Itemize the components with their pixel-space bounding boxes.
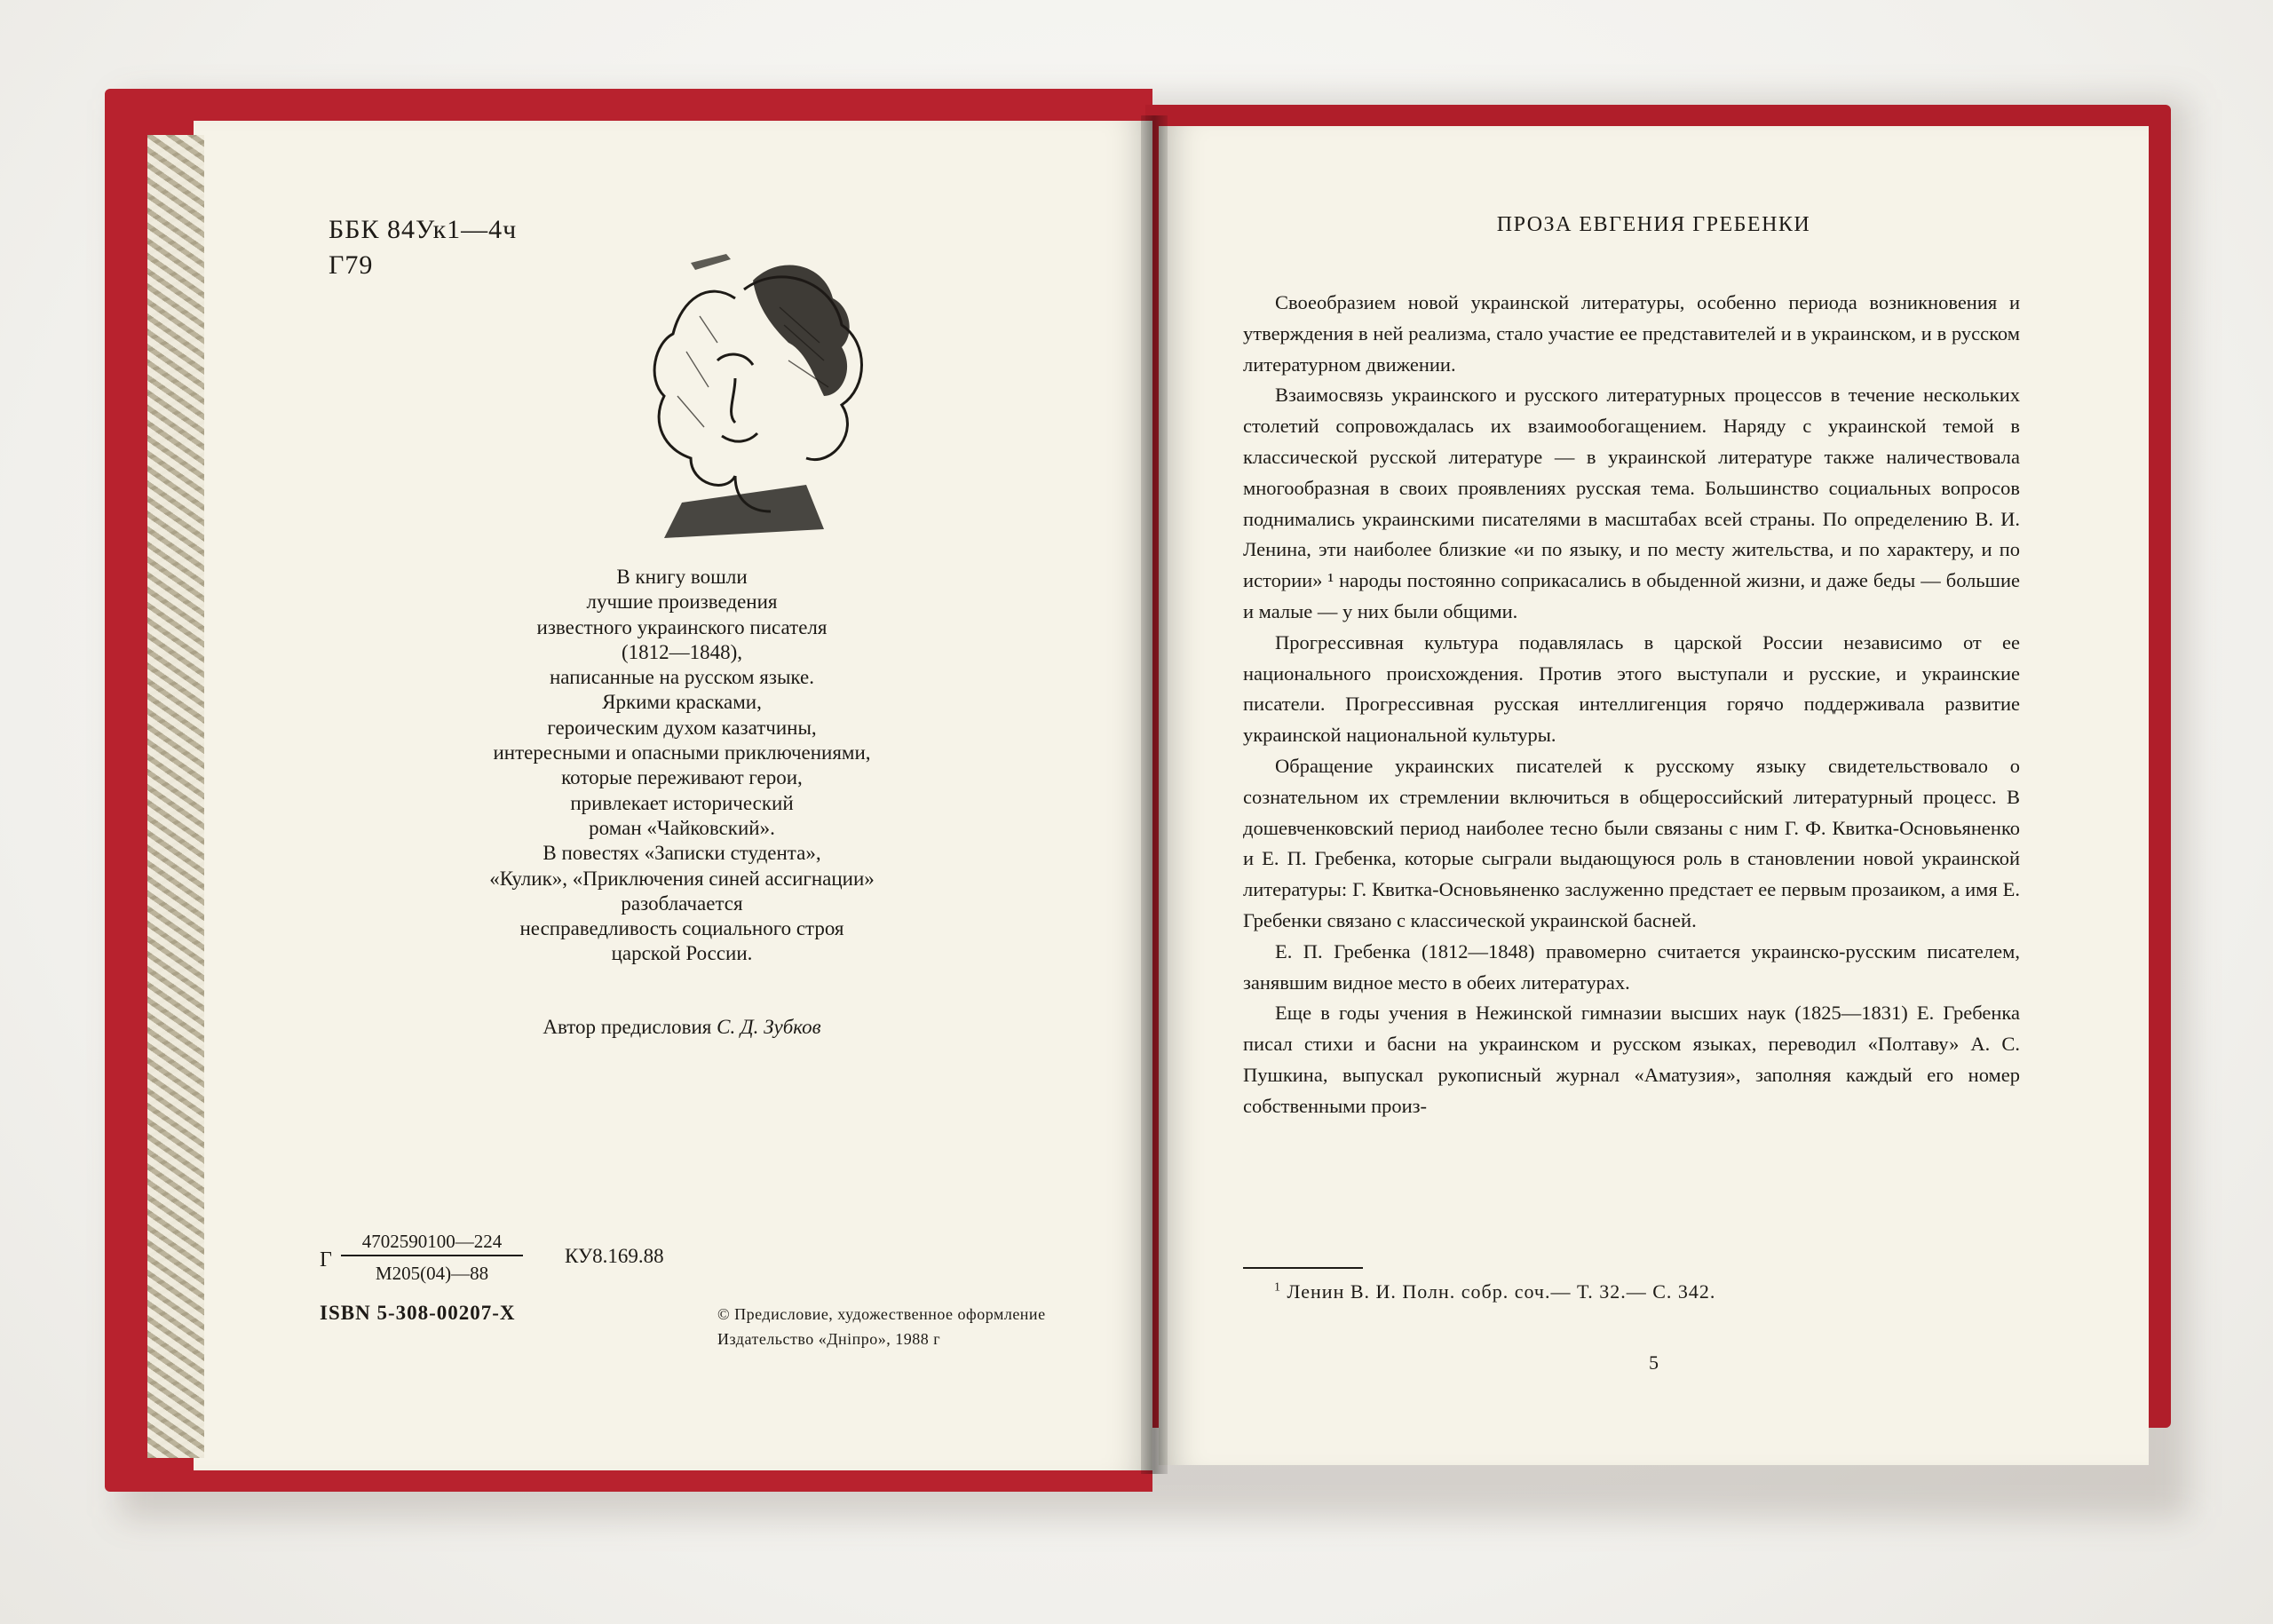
portrait-engraving-icon [602, 245, 886, 547]
body-paragraph: Взаимосвязь украинского и русского литературных процессов в течение нескольких столетий сопровождалась их взаимообогащением. Наряду с украинской темой в классической русской литературе — в украинской литературе также наличествовала многообразная в своих проявлениях русская тема. Большинство социальных вопросов поднимались украинскими писателями в масштабах всей страны. По определению В. И. Ленина, эти наиболее близкие «и по языку, и по месту жительства, и по характеру, и по истории» ¹ народы постоянно соприкасались в обыденной жизни, и даже беды — большие и малые — у них были общими. [1243, 384, 2020, 622]
annotation-line: разоблачается [621, 891, 743, 915]
author-mark: Г79 [329, 250, 374, 280]
index-letter: Г [320, 1248, 332, 1271]
annotation-line: «Кулик», «Приключения синей ассигнации» [489, 867, 875, 890]
footnote-mark: 1 [1274, 1280, 1281, 1295]
imprint-block [194, 1231, 1152, 1408]
footnote-text: Ленин В. И. Полн. собр. соч.— Т. 32.— С. 342. [1287, 1280, 1716, 1303]
preface-credit [353, 1016, 1010, 1039]
preface-author: С. Д. Зубков [717, 1016, 821, 1038]
body-paragraph: Обращение украинских писателей к русскому языку свидетельствовало о сознательном их стремлении включиться в общероссийский литературный процесс. В дошевченковский период наиболее тесно были связаны с ним Г. Ф. Квитка-Основьяненко и Е. П. Гребенка, которые сыграли выдающуюся роль в становлении новой украинской литературы: Г. Квитка-Основьяненко заслуженно предстает ее первым прозаиком, а имя Е. Гребенки связано с классической украинской басней. [1243, 754, 2020, 931]
annotation-line: царской России. [611, 942, 753, 965]
annotation-line: интересными и опасными приключениями, [493, 741, 871, 764]
body-paragraph: Прогрессивная культура подавлялась в царской России независимо от ее национального происхождения. Против этого выступали и русские, и украинские писатели. Прогрессивная русская интеллигенция горячо поддерживала развитие украинской национальной культуры. [1243, 630, 2020, 747]
annotation-line: известного украинского писателя [536, 615, 828, 638]
annotation-line: героическим духом казатчины, [547, 716, 817, 739]
preface-label: Автор предисловия [543, 1016, 712, 1038]
right-page [1159, 126, 2149, 1465]
page-number: 5 [1649, 1351, 1659, 1374]
book-gutter [1141, 115, 1168, 1474]
annotation-line: роман «Чайковский». [589, 816, 775, 839]
annotation-line: (1812—1848), [621, 640, 743, 663]
annotation-line: написанные на русском языке. [550, 666, 814, 689]
bbk-code: ББК 84Ук1—4ч [329, 215, 518, 244]
body-paragraph: Еще в годы учения в Нежинской гимназии высших наук (1825—1831) Е. Гребенка писал стихи и басни на украинском и русском языках, переводил «Полтаву» А. С. Пушкина, выпускал рукописный журнал «Аматузия», заполняя каждый его номер собственными произ- [1243, 1002, 2020, 1117]
footnote [1274, 1280, 1715, 1303]
annotation-line: несправедливость социального строя [519, 917, 844, 940]
annotation-line: В книгу вошли [616, 566, 748, 588]
ku-code: КУ8.169.88 [565, 1245, 664, 1267]
library-classification [329, 212, 517, 283]
copyright-line: Издательство «Дніпро», 1988 г [717, 1330, 941, 1348]
body-paragraph: Е. П. Гребенка (1812—1848) правомерно считается украинско-русским писателем, занявшим видное место в обеих литературах. [1243, 939, 2020, 994]
chapter-body [1243, 288, 2020, 1122]
book-annotation [353, 565, 1010, 967]
footnote-divider [1243, 1267, 1363, 1269]
index-denominator: М205(04)—88 [375, 1263, 489, 1284]
isbn: ISBN 5-308-00207-X [320, 1302, 516, 1324]
annotation-line: лучшие произведения [586, 590, 778, 614]
chapter-title: ПРОЗА ЕВГЕНИЯ ГРЕБЕНКИ [1496, 213, 1811, 236]
copyright-notice [717, 1302, 1046, 1351]
body-paragraph: Своеобразием новой украинской литературы, особенно периода возникновения и утверждения в ней реализма, стало участие ее представителей и в украинском, и в русском литературном движении. [1243, 291, 2020, 376]
index-numerator: 4702590100—224 [341, 1231, 523, 1256]
annotation-line: Яркими красками, [602, 691, 762, 714]
annotation-line: В повестях «Записки студента», [543, 842, 821, 865]
copyright-line: © Предисловие, художественное оформление [717, 1305, 1046, 1323]
patterned-endpaper [147, 135, 204, 1458]
annotation-line: привлекает исторический [570, 791, 794, 814]
left-page [194, 121, 1152, 1470]
annotation-line: которые переживают герои, [561, 766, 803, 789]
